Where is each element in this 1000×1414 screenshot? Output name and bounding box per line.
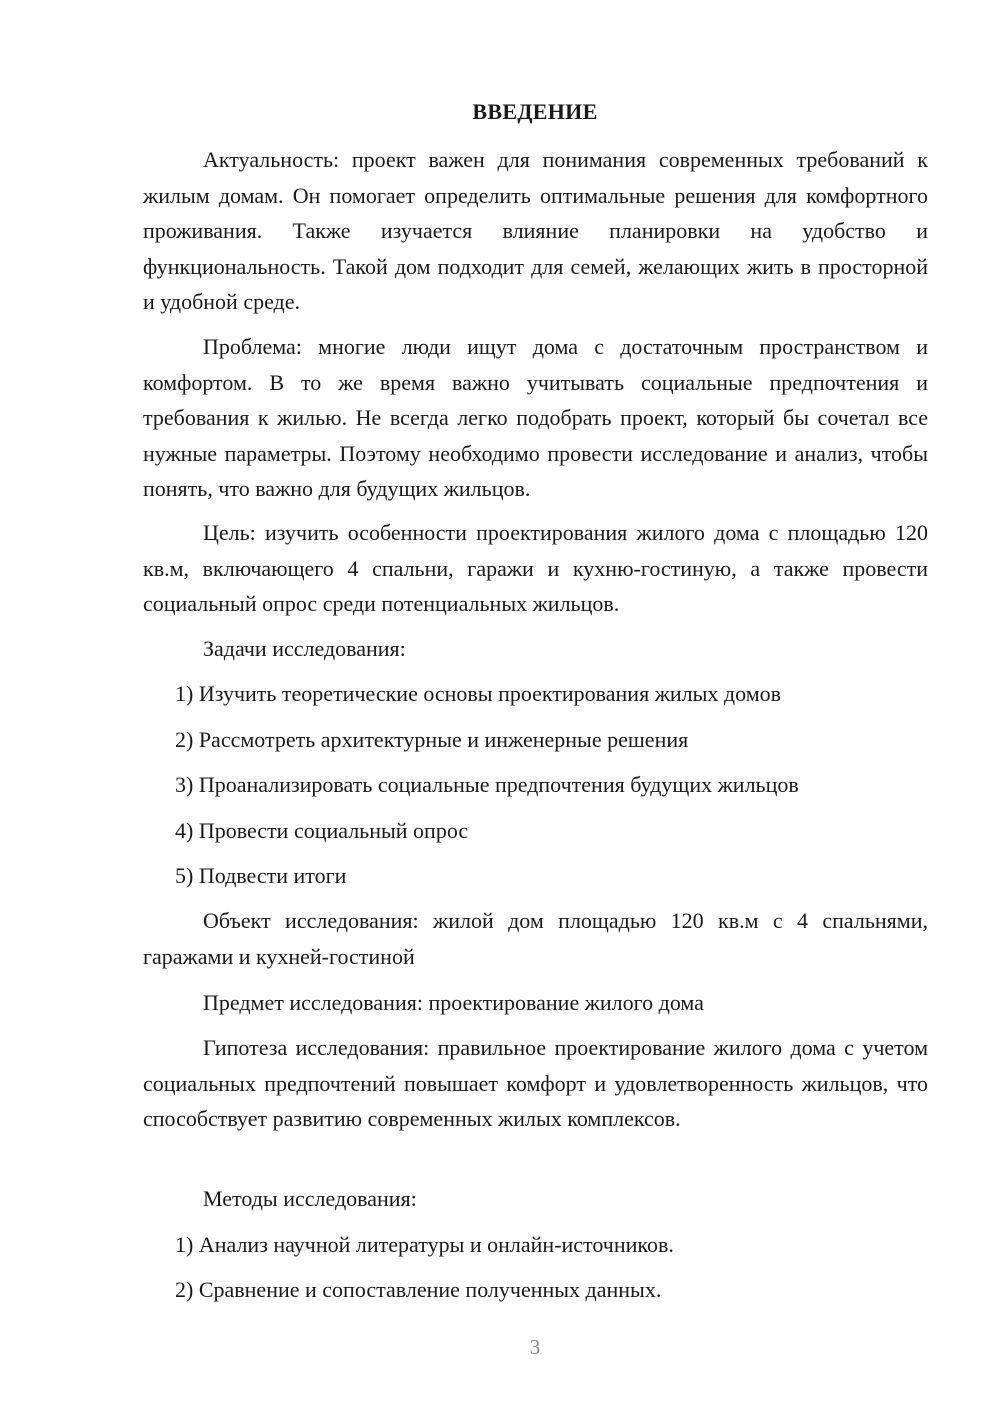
tasks-title: Задачи исследования: [203, 636, 406, 661]
task-item: 1) Изучить теоретические основы проектирования жилых домов [175, 681, 782, 706]
page-title: ВВЕДЕНИЕ [472, 99, 598, 124]
paragraph-subject: Предмет исследования: проектирование жилого дома [203, 990, 704, 1015]
paragraph-relevance: Актуальность: проект важен для понимания современных требований к жилым домам. Он помогает определить оптимальные решения для комфортного проживания. Также изучается влияние планировки на удобство и функциональность. Такой дом подходит для семей, желающих жить в просторной и удобной среде. [143, 147, 928, 315]
paragraph-object: Объект исследования: жилой дом площадью 120 кв.м с 4 спальнями, гаражами и кухней-гостиной [143, 908, 928, 969]
methods-title: Методы исследования: [203, 1186, 417, 1211]
paragraph-goal: Цель: изучить особенности проектирования жилого дома с площадью 120 кв.м, включающего 4 спальни, гаражи и кухню-гостиную, а также провести социальный опрос среди потенциальных жильцов. [143, 520, 928, 617]
task-item: 3) Проанализировать социальные предпочтения будущих жильцов [175, 772, 799, 797]
task-item: 2) Рассмотреть архитектурные и инженерные решения [175, 727, 689, 752]
page-number: 3 [529, 1335, 541, 1359]
method-item: 1) Анализ научной литературы и онлайн-источников. [175, 1232, 674, 1257]
paragraph-hypothesis: Гипотеза исследования: правильное проектирование жилого дома с учетом социальных предпочтений повышает комфорт и удовлетворенность жильцов, что способствует развитию современных жилых комплексов. [143, 1035, 928, 1132]
paragraph-problem: Проблема: многие люди ищут дома с достаточным пространством и комфортом. В то же время важно учитывать социальные предпочтения и требования к жилью. Не всегда легко подобрать проект, который бы сочетал все нужные параметры. Поэтому необходимо провести исследование и анализ, чтобы понять, что важно для будущих жильцов. [143, 334, 928, 502]
task-item: 5) Подвести итоги [175, 863, 347, 888]
method-item: 2) Сравнение и сопоставление полученных данных. [175, 1277, 662, 1302]
task-item: 4) Провести социальный опрос [175, 818, 469, 843]
